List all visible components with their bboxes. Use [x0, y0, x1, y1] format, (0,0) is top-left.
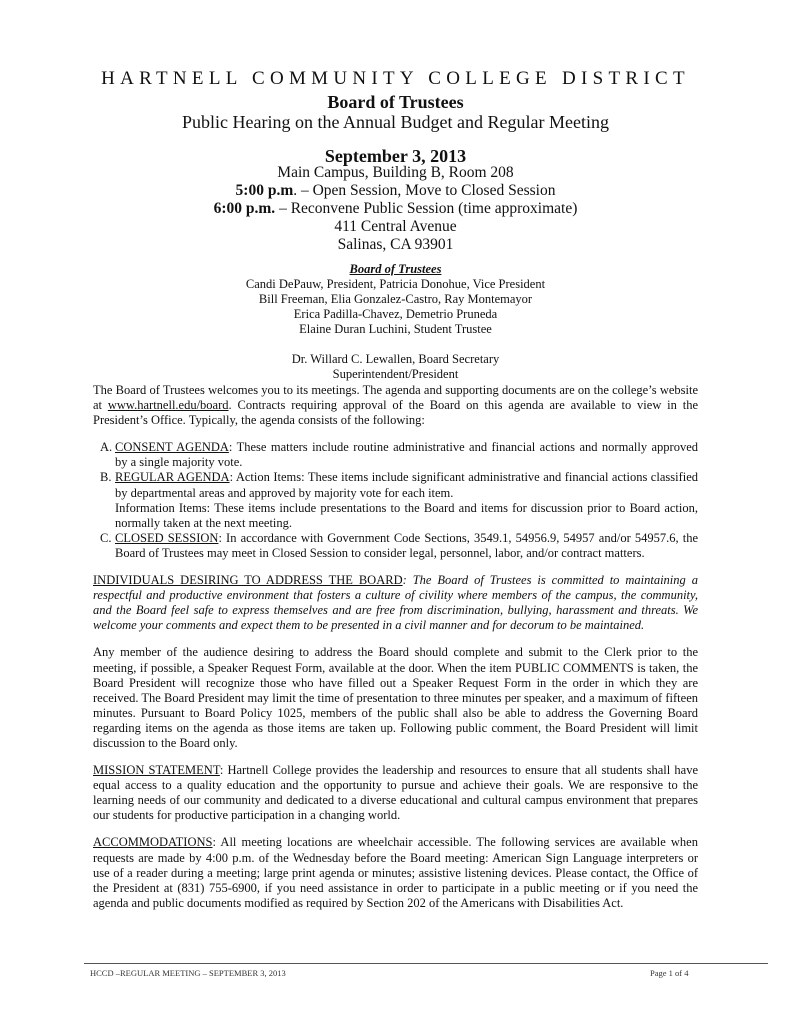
board-secretary: Dr. Willard C. Lewallen, Board Secretary — [291, 352, 500, 366]
meeting-details — [0, 164, 791, 254]
agenda-item-title: CONSENT AGENDA — [115, 440, 229, 455]
agenda-item-title: CLOSED SESSION — [115, 530, 219, 545]
intro-paragraph — [93, 383, 698, 428]
individuals-paragraph — [93, 573, 698, 633]
session-reconvene — [0, 200, 791, 218]
section-title: INDIVIDUALS DESIRING TO ADDRESS THE BOARD — [93, 573, 403, 588]
board-secretary-title: Superintendent/President — [332, 367, 459, 381]
list-label: A. — [100, 440, 113, 455]
trustee-line: Bill Freeman, Elia Gonzalez-Castro, Ray Montemayor — [258, 292, 533, 306]
section-text: : All meeting locations are wheelchair accessible. The following services are available when requests are made by 4:00 p.m. of the Wednesday before the Board meeting: American Sign Language interpreters or use of a reader during a meeting; large print agenda or minutes; assistive listening devices. Please contact, the Office of the President at (831) 755-6900, if you need assistance in order to participate in a public meeting or if you need the agenda and public documents modified as required by Section 202 of the Americans with Disabilities Act. — [93, 835, 698, 910]
section-title: ACCOMMODATIONS — [93, 835, 213, 850]
agenda-types-list — [93, 440, 698, 561]
trustee-line: Elaine Duran Luchini, Student Trustee — [299, 322, 492, 336]
footer-divider — [84, 963, 768, 964]
footer-meeting-label: HCCD –REGULAR MEETING – SEPTEMBER 3, 2013 — [90, 968, 286, 978]
section-text: : Hartnell College provides the leadership and resources to ensure that all students shall have equal access to a quality education and the opportunity to pursue and achieve their goals. We are responsive to the learning needs of our community and dedicated to a diverse educational and cultural campus environment that prepares our students for productive participation in a changing world. — [93, 763, 698, 823]
session-open — [0, 182, 791, 200]
section-title: MISSION STATEMENT — [93, 763, 220, 778]
trustee-line: Erica Padilla-Chavez, Demetrio Pruneda — [293, 307, 498, 321]
trustees-block — [0, 262, 791, 382]
mission-paragraph — [93, 763, 698, 823]
agenda-item-text: : These matters include routine administrative and financial actions and normally approved by a single majority vote. — [115, 440, 698, 470]
trustee-line: Candi DePauw, President, Patricia Donohue, Vice President — [245, 277, 546, 291]
audience-paragraph: Any member of the audience desiring to address the Board should complete and submit to the Clerk prior to the meeting, if possible, a Speaker Request Form, available at the door. When the item PUBLIC COMMENTS is taken, the Board President will recognize those who have filled out a Speaker Request Form in the order in which they are received. The Board President may limit the time of presentation to three minutes per speaker, and a maximum of fifteen minutes. Pursuant to Board Policy 1025, members of the public shall also be able to address the Governing Board regarding items on the agenda as those items are taken up. Following public comment, the Board President will limit discussion to the Board only. — [93, 645, 698, 750]
document-body — [93, 383, 698, 923]
board-title: Board of Trustees — [327, 92, 464, 112]
agenda-item-information: Information Items: These items include presentations to the Board and items for discussion prior to Board action, normally taken at the next meeting. — [115, 500, 698, 530]
session-reconvene-text: – Reconvene Public Session (time approximate) — [275, 200, 578, 217]
session-reconvene-time: 6:00 p.m. — [213, 200, 276, 217]
agenda-item-regular — [93, 470, 698, 530]
meeting-date: September 3, 2013 — [324, 146, 467, 166]
district-name: HARTNELL COMMUNITY COLLEGE DISTRICT — [101, 68, 690, 89]
session-open-time: 5:00 p.m — [235, 182, 294, 199]
board-website-link[interactable]: www.hartnell.edu/board — [107, 398, 229, 413]
section-text: : The Board of Trustees is committed to maintaining a respectful and productive environment that fosters a culture of civility where members of the campus, the community, and the Board feel safe to express themselves and are free from discrimination, bullying, harassment and threats. We welcome your comments and expect them to be presented in a civil manner and for decorum to be maintained. — [93, 573, 698, 633]
session-open-text: . – Open Session, Move to Closed Session — [293, 182, 556, 199]
accommodations-paragraph — [93, 835, 698, 910]
agenda-item-closed — [93, 531, 698, 561]
agenda-item-consent — [93, 440, 698, 470]
list-label: B. — [100, 470, 112, 485]
trustees-heading: Board of Trustees — [349, 262, 442, 276]
page-number: Page 1 of 4 — [650, 968, 689, 978]
intro-text: The Board of Trustees welcomes you to its meetings. The agenda and supporting documents are on the college’s website at — [93, 383, 698, 413]
address-line-1: 411 Central Avenue — [334, 218, 457, 235]
list-label: C. — [100, 530, 112, 545]
agenda-item-text: : Action Items: These items include significant administrative and financial actions classified by departmental areas and approved by majority vote for each item. — [115, 470, 699, 500]
intro-text-continued: . Contracts requiring approval of the Board on this agenda are available to view in the President’s Office. Typically, the agenda consists of the following: — [93, 398, 698, 428]
agenda-item-title: REGULAR AGENDA — [115, 470, 230, 485]
meeting-location: Main Campus, Building B, Room 208 — [277, 164, 514, 181]
meeting-subtitle: Public Hearing on the Annual Budget and Regular Meeting — [182, 112, 609, 132]
agenda-item-text: : In accordance with Government Code Sections, 3549.1, 54956.9, 54957 and/or 54957.6, the Board of Trustees may meet in Closed Session to consider legal, personnel, labor, and/or contract matters. — [115, 530, 698, 560]
address-line-2: Salinas, CA 93901 — [337, 236, 454, 253]
